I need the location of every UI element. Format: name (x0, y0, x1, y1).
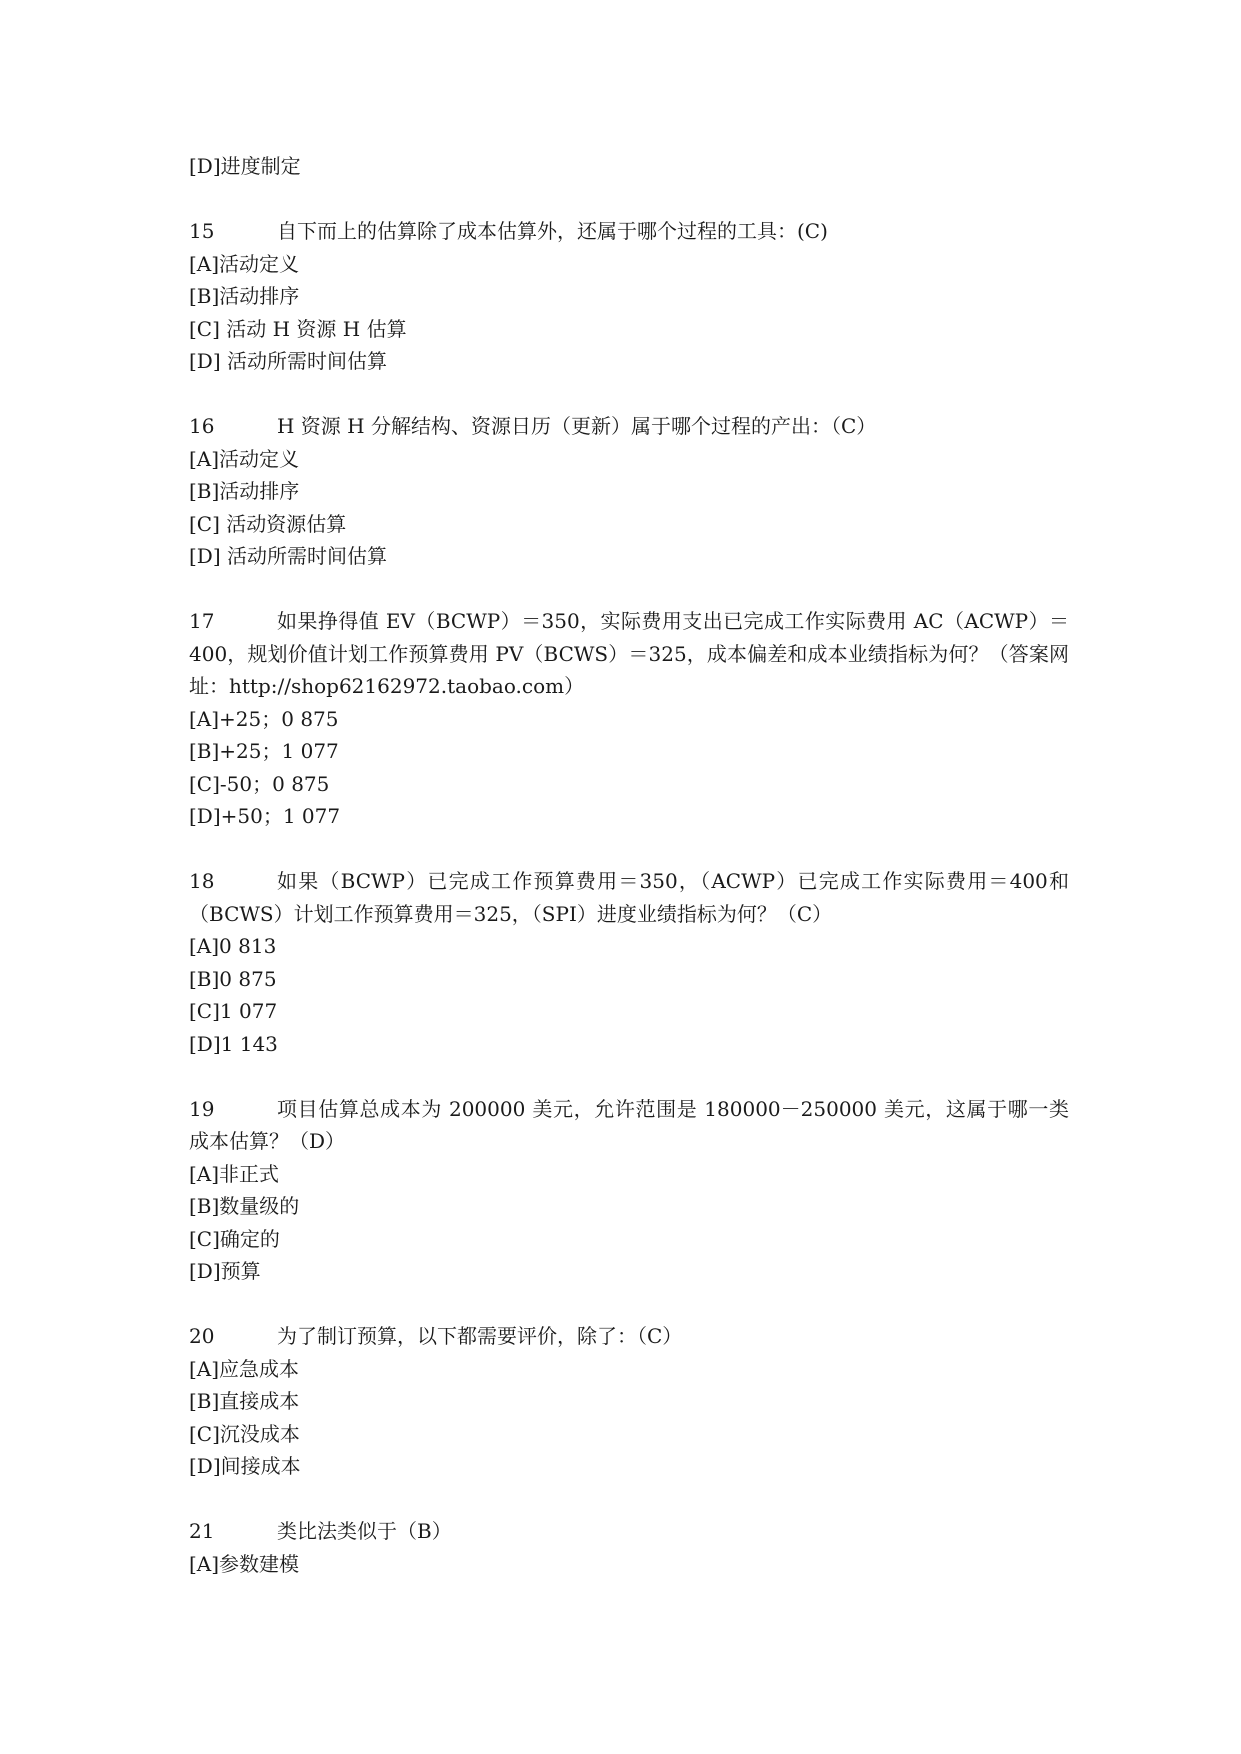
question-number: 21 (189, 1519, 215, 1543)
option-line: [C]1 077 (189, 999, 278, 1023)
option-line: [D]+50；1 077 (189, 804, 341, 828)
option-line: [B]+25；1 077 (189, 739, 339, 763)
option-line: [B]直接成本 (189, 1389, 300, 1413)
option-line: [C] 活动 H 资源 H 估算 (189, 316, 407, 341)
question-19 (189, 1093, 1069, 1158)
option-line: [B]活动排序 (189, 284, 300, 308)
option-line: [D]间接成本 (189, 1454, 301, 1478)
question-text: 类比法类似于（B） (277, 1519, 452, 1543)
option-line: [D]预算 (189, 1259, 261, 1283)
option-line: [D] 活动所需时间估算 (189, 544, 387, 568)
document-page (189, 150, 1069, 1580)
option-line: [A]应急成本 (189, 1356, 300, 1381)
question-text: H 资源 H 分解结构、资源日历（更新）属于哪个过程的产出：（C） (277, 414, 877, 438)
question-18 (189, 865, 1069, 930)
option-line: [A]0 813 (189, 934, 277, 958)
question-text: 自下而上的估算除了成本估算外，还属于哪个过程的工具：(C) (277, 219, 828, 243)
question-number: 18 (189, 869, 215, 893)
option-line: [D]进度制定 (189, 154, 301, 178)
option-line: [A]非正式 (189, 1161, 280, 1186)
option-line: [C]确定的 (189, 1226, 280, 1251)
option-line: [C] 活动资源估算 (189, 511, 347, 536)
question-text: 为了制订预算，以下都需要评价，除了：（C） (277, 1324, 683, 1348)
question-number: 17 (189, 609, 215, 633)
option-line: [A]活动定义 (189, 251, 300, 276)
question-text: 如果（BCWP）已完成工作预算费用＝350，（ACWP）已完成工作实际费用＝400和（BCWS）计划工作预算费用＝325，（SPI）进度业绩指标为何？（C） (189, 869, 1069, 926)
question-number: 20 (189, 1324, 215, 1348)
option-line: [A]活动定义 (189, 446, 300, 471)
question-number: 19 (189, 1096, 215, 1121)
question-text: 如果挣得值 EV（BCWP）＝350，实际费用支出已完成工作实际费用 AC（ACWP）＝400，规划价值计划工作预算费用 PV（BCWS）＝325，成本偏差和成本业绩指标为何？（答案网址：http://shop62162972.taobao.com） (189, 609, 1069, 698)
question-number: 16 (189, 414, 215, 438)
option-line: [B]活动排序 (189, 479, 300, 503)
option-line: [A]参数建模 (189, 1551, 300, 1576)
option-line: [C]沉没成本 (189, 1421, 300, 1446)
question-15 (189, 215, 1069, 248)
question-number: 15 (189, 219, 215, 243)
question-16 (189, 410, 1069, 443)
option-line: [C]-50；0 875 (189, 771, 330, 796)
option-line: [D]1 143 (189, 1031, 278, 1056)
question-text: 项目估算总成本为 200000 美元，允许范围是 180000－250000 美元，这属于哪一类成本估算？（D） (189, 1096, 1069, 1153)
question-21 (189, 1515, 1069, 1548)
option-line: [B]数量级的 (189, 1194, 300, 1218)
option-line: [B]0 875 (189, 966, 277, 991)
option-line: [D] 活动所需时间估算 (189, 349, 387, 373)
question-20 (189, 1320, 1069, 1353)
question-17 (189, 605, 1069, 703)
option-line: [A]+25；0 875 (189, 706, 339, 731)
